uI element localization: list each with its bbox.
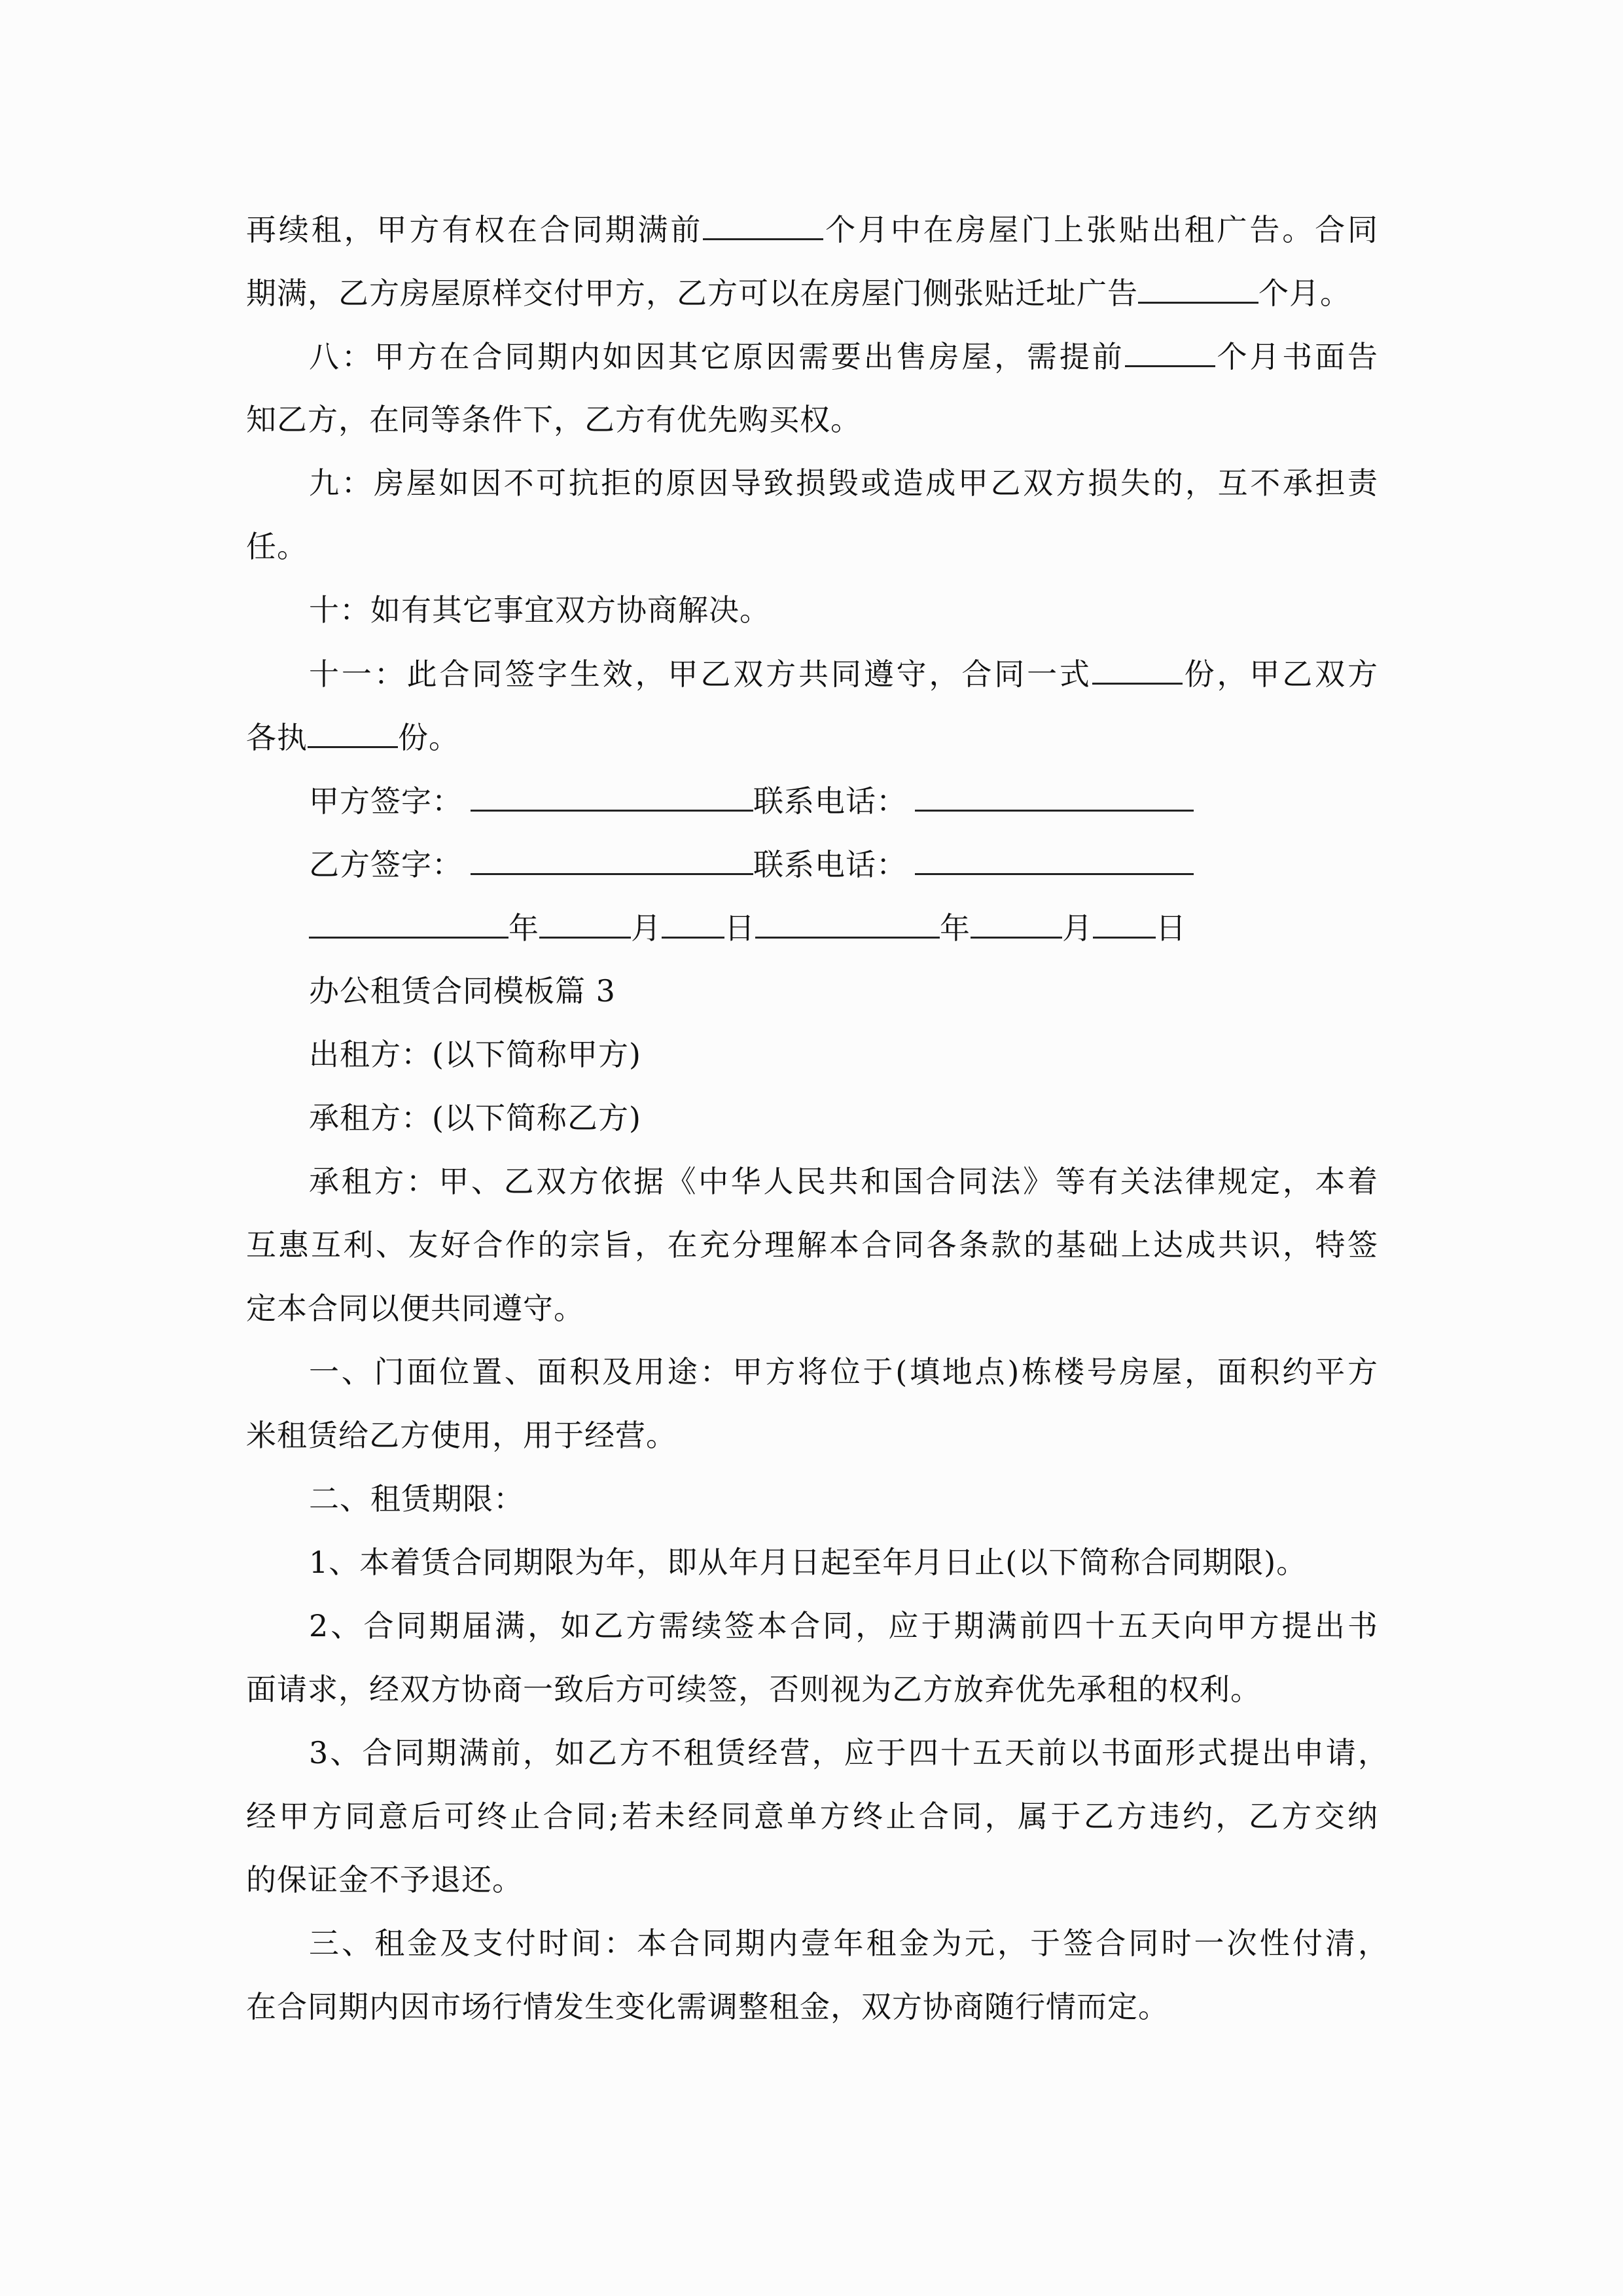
- party-b-phone-label: 联系电话：: [753, 847, 907, 882]
- section-title: 办公租赁合同模板篇 3: [309, 973, 616, 1009]
- clause9-line1: 九：房屋如因不可抗拒的原因导致损毁或造成甲乙双方损失的，互不承担责: [309, 465, 1378, 501]
- date-month-field[interactable]: [539, 908, 631, 939]
- blank-field[interactable]: [1125, 336, 1215, 367]
- article2-item3-line1: 3、合同期满前，如乙方不租赁经营，应于四十五天前以书面形式提出申请，: [309, 1735, 1389, 1770]
- clause7-line1: 再续租，甲方有权在合同期满前 个月中在房屋门上张贴出租广告。合同: [246, 209, 1378, 249]
- article3-line1: 三、租金及支付时间：本合同期内壹年租金为元，于签合同时一次性付清，: [309, 1926, 1389, 1961]
- article2-item3-line3: 的保证金不予退还。: [246, 1862, 523, 1897]
- lessee-line: 承租方：(以下简称乙方): [309, 1100, 641, 1136]
- article2-item3-line2: 经甲方同意后可终止合同;若未经同意单方终止合同，属于乙方违约，乙方交纳: [246, 1799, 1378, 1834]
- article2-item2-line1: 2、合同期届满，如乙方需续签本合同，应于期满前四十五天向甲方提出书: [309, 1608, 1378, 1643]
- party-a-signature-label: 甲方签字：: [309, 783, 463, 819]
- date-year-field[interactable]: [755, 908, 940, 939]
- preamble-line2: 互惠互利、友好合作的宗旨，在充分理解本合同各条款的基础上达成共识，特签: [246, 1227, 1378, 1263]
- signature-date-row: 年 月 日 年 月 日: [246, 908, 1186, 947]
- clause10: 十：如有其它事宜双方协商解决。: [309, 592, 770, 628]
- party-b-phone-field[interactable]: [915, 844, 1194, 875]
- article1-line2: 米租赁给乙方使用，用于经营。: [246, 1418, 677, 1453]
- party-a-signature-row: [246, 781, 1194, 820]
- clause8-line1: 八：甲方在合同期内如因其它原因需要出售房屋，需提前 个月书面告: [246, 336, 1378, 376]
- article2-title: 二、租赁期限：: [309, 1481, 524, 1516]
- blank-field[interactable]: [1092, 654, 1183, 685]
- date-year-field[interactable]: [309, 908, 508, 939]
- date-day-field[interactable]: [662, 908, 724, 939]
- lessor-line: 出租方：(以下简称甲方): [309, 1037, 641, 1072]
- article1-line1: 一、门面位置、面积及用途：甲方将位于(填地点)栋楼号房屋，面积约平方: [309, 1354, 1378, 1390]
- party-b-signature-field[interactable]: [471, 844, 753, 875]
- article2-item1: 1、本着赁合同期限为年，即从年月日起至年月日止(以下简称合同期限)。: [309, 1545, 1308, 1580]
- clause7-line2: 期满，乙方房屋原样交付甲方，乙方可以在房屋门侧张贴迁址广告 个月。: [246, 273, 1351, 312]
- clause8-line2: 知乙方，在同等条件下，乙方有优先购买权。: [246, 402, 861, 437]
- blank-field[interactable]: [308, 717, 398, 748]
- clause11-line1: 十一：此合同签字生效，甲乙双方共同遵守，合同一式 份，甲乙双方: [246, 654, 1378, 693]
- date-month-field[interactable]: [971, 908, 1062, 939]
- article2-item2-line2: 面请求，经双方协商一致后方可续签，否则视为乙方放弃优先承租的权利。: [246, 1672, 1261, 1707]
- party-a-phone-label: 联系电话：: [753, 783, 907, 819]
- clause11-line2: 各执 份。: [246, 717, 459, 757]
- blank-field[interactable]: [1138, 273, 1258, 304]
- preamble-line1: 承租方：甲、乙双方依据《中华人民共和国合同法》等有关法律规定，本着: [309, 1164, 1378, 1199]
- date-day-field[interactable]: [1093, 908, 1156, 939]
- blank-field[interactable]: [703, 209, 823, 240]
- party-a-signature-field[interactable]: [471, 781, 753, 812]
- article3-line2: 在合同期内因市场行情发生变化需调整租金，双方协商随行情而定。: [246, 1989, 1169, 2024]
- party-b-signature-label: 乙方签字：: [309, 847, 463, 882]
- clause9-line2: 任。: [246, 529, 308, 564]
- party-b-signature-row: [246, 844, 1194, 884]
- party-a-phone-field[interactable]: [915, 781, 1194, 812]
- preamble-line3: 定本合同以便共同遵守。: [246, 1291, 584, 1326]
